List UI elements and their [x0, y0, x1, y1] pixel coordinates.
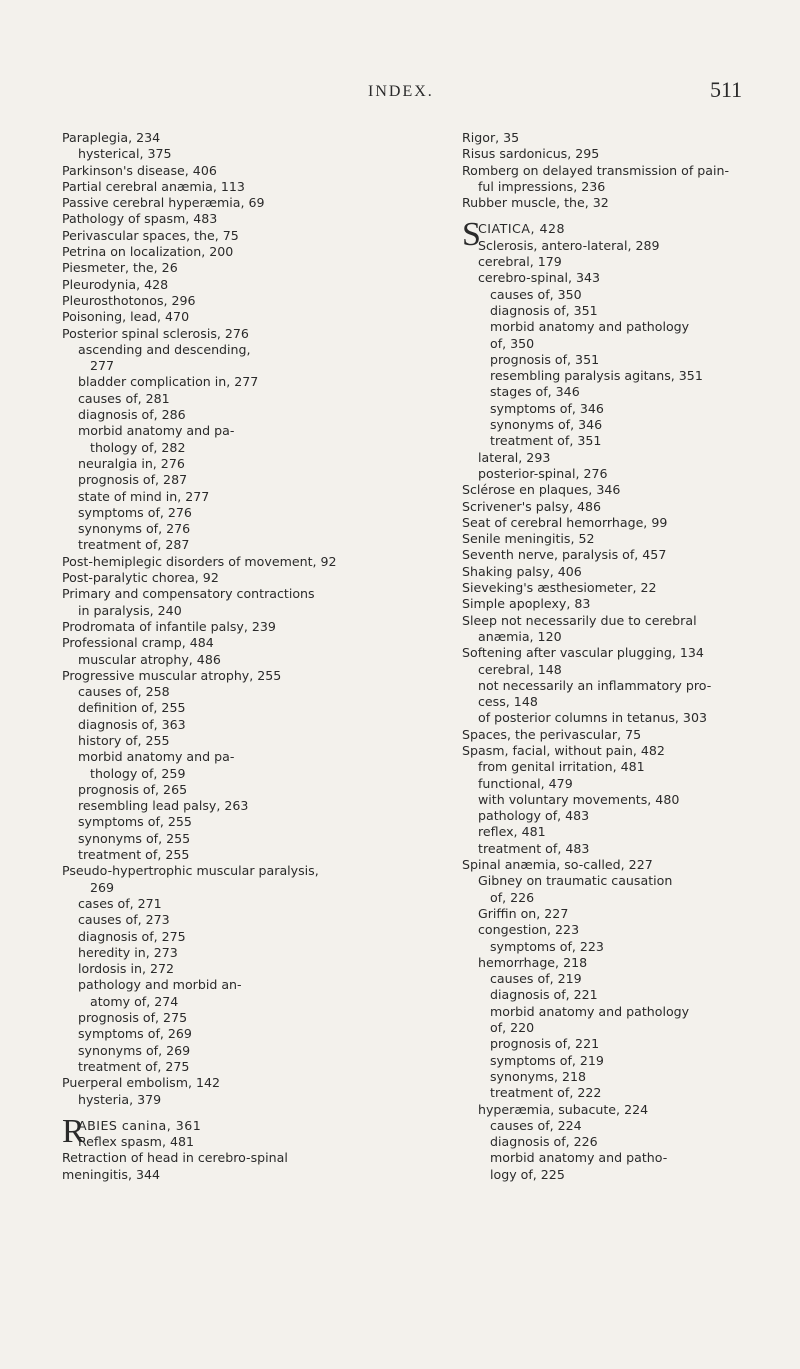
index-entry: Pleurodynia, 428 — [62, 276, 169, 292]
index-subentry: prognosis of, 221 — [490, 1036, 600, 1052]
index-subentry: functional, 479 — [478, 775, 573, 791]
page-number: 511 — [710, 77, 743, 102]
index-subentry: with voluntary movements, 480 — [478, 791, 680, 807]
index-entry: Seat of cerebral hemorrhage, 99 — [462, 514, 668, 530]
index-subentry: causes of, 219 — [490, 971, 582, 987]
index-subentry: Griffin on, 227 — [478, 905, 569, 921]
index-subentry: prognosis of, 275 — [78, 1010, 188, 1026]
index-subentry: of, 350 — [490, 335, 535, 351]
index-subentry: causes of, 281 — [78, 390, 170, 406]
index-subentry: causes of, 273 — [78, 912, 170, 928]
index-subentry: Sclerosis, antero-lateral, 289 — [478, 237, 660, 253]
index-subentry: lateral, 293 — [478, 449, 551, 465]
index-entry-text: ABIES canina, 361 — [78, 1117, 202, 1133]
index-subentry: diagnosis of, 286 — [78, 407, 186, 423]
index-subentry: treatment of, 351 — [490, 433, 602, 449]
index-subentry: neuralgia in, 276 — [78, 455, 185, 471]
index-subentry: symptoms of, 219 — [490, 1052, 604, 1068]
index-entry: Sleep not necessarily due to cerebral — [462, 612, 697, 628]
index-entry: Sieveking's æsthesiometer, 22 — [462, 580, 657, 596]
index-subentry: prognosis of, 287 — [78, 472, 188, 488]
index-subentry: from genital irritation, 481 — [478, 759, 645, 775]
index-entry: Petrina on localization, 200 — [62, 244, 234, 260]
index-entry: Retraction of head in cerebro-spinal — [62, 1150, 288, 1166]
index-subentry: diagnosis of, 351 — [490, 302, 598, 318]
index-entry: Rubber muscle, the, 32 — [462, 195, 609, 211]
index-subentry: of, 226 — [490, 889, 535, 905]
index-entry: Post-hemiplegic disorders of movement, 92 — [62, 553, 337, 569]
index-subentry: causes of, 350 — [490, 286, 582, 302]
index-subentry: cases of, 271 — [78, 895, 162, 911]
index-subentry: cess, 148 — [478, 694, 538, 710]
index-entry: Poisoning, lead, 470 — [62, 309, 190, 325]
index-subentry: Gibney on traumatic causation — [478, 873, 673, 889]
index-subentry: diagnosis of, 275 — [78, 928, 186, 944]
index-subentry: congestion, 223 — [478, 922, 580, 938]
index-entry: meningitis, 344 — [62, 1166, 161, 1182]
index-entry: Pseudo-hypertrophic muscular paralysis, — [62, 863, 319, 879]
index-entry: Paraplegia, 234 — [62, 130, 161, 145]
index-subentry: history of, 255 — [78, 732, 170, 748]
index-entry: Pleurosthotonos, 296 — [62, 292, 196, 308]
index-subentry: cerebro-spinal, 343 — [478, 270, 600, 286]
index-entry: Rigor, 35 — [462, 130, 520, 145]
index-entry: Romberg on delayed transmission of pain- — [462, 162, 730, 178]
index-subentry: thology of, 259 — [90, 765, 186, 781]
index-subentry: morbid anatomy and pa- — [78, 749, 235, 765]
index-subentry: symptoms of, 269 — [78, 1026, 192, 1042]
index-entry: Risus sardonicus, 295 — [462, 146, 600, 162]
index-entry: Scrivener's palsy, 486 — [462, 498, 601, 514]
index-entry: Sclérose en plaques, 346 — [462, 482, 621, 498]
index-subentry: symptoms of, 223 — [490, 938, 604, 954]
index-subentry: cerebral, 148 — [478, 661, 562, 677]
index-subentry: cerebral, 179 — [478, 254, 562, 270]
index-subentry: ful impressions, 236 — [478, 178, 606, 194]
index-entry: Piesmeter, the, 26 — [62, 260, 178, 276]
index-entry: Softening after vascular plugging, 134 — [462, 645, 704, 661]
index-entry: Spinal anæmia, so-called, 227 — [462, 857, 653, 873]
index-entry: Progressive muscular atrophy, 255 — [62, 667, 282, 683]
index-subentry: symptoms of, 255 — [78, 814, 192, 830]
index-subentry: of posterior columns in tetanus, 303 — [478, 710, 707, 726]
index-entry: Spaces, the perivascular, 75 — [462, 726, 642, 742]
index-subentry: morbid anatomy and patho- — [490, 1150, 668, 1166]
index-entry: Spasm, facial, without pain, 482 — [462, 742, 665, 758]
index-subentry: of, 220 — [490, 1020, 535, 1036]
index-subentry: in paralysis, 240 — [78, 602, 182, 618]
index-subentry: muscular atrophy, 486 — [78, 651, 221, 667]
index-entry: Seventh nerve, paralysis of, 457 — [462, 547, 667, 563]
index-subentry: thology of, 282 — [90, 439, 186, 455]
index-subentry: causes of, 258 — [78, 684, 170, 700]
index-subentry: lordosis in, 272 — [78, 961, 175, 977]
index-subentry: 269 — [90, 879, 115, 895]
index-subentry: logy of, 225 — [490, 1166, 565, 1182]
drop-cap-letter: S — [462, 216, 481, 254]
index-subentry: 277 — [90, 358, 115, 374]
index-subentry: hyperæmia, subacute, 224 — [478, 1101, 649, 1117]
index-subentry: hysteria, 379 — [78, 1091, 162, 1107]
index-subentry: synonyms of, 346 — [490, 417, 603, 433]
index-subentry: morbid anatomy and pa- — [78, 423, 235, 439]
drop-cap-letter: R — [62, 1112, 85, 1150]
index-subentry: treatment of, 483 — [478, 840, 590, 856]
section-gap — [462, 211, 792, 221]
index-subentry: symptoms of, 346 — [490, 400, 604, 416]
index-subentry: treatment of, 275 — [78, 1058, 190, 1074]
index-subentry: morbid anatomy and pathology — [490, 1003, 690, 1019]
index-entry: Posterior spinal sclerosis, 276 — [62, 325, 249, 341]
index-subentry: ascending and descending, — [78, 341, 251, 357]
index-subentry: reflex, 481 — [478, 824, 546, 840]
index-subentry: posterior-spinal, 276 — [478, 465, 608, 481]
running-title: INDEX. — [368, 83, 434, 100]
index-entry: Post-paralytic chorea, 92 — [62, 570, 219, 586]
index-entry-text: CIATICA, 428 — [478, 221, 566, 237]
index-subentry: resembling paralysis agitans, 351 — [490, 368, 703, 384]
index-subentry: morbid anatomy and pathology — [490, 319, 690, 335]
index-subentry: bladder complication in, 277 — [78, 374, 259, 390]
index-entry: Simple apoplexy, 83 — [462, 596, 591, 612]
index-subentry: synonyms of, 269 — [78, 1042, 191, 1058]
page-header — [0, 77, 800, 107]
index-entry: Prodromata of infantile palsy, 239 — [62, 618, 276, 634]
index-entry: Senile meningitis, 52 — [462, 531, 595, 547]
index-entry: Parkinson's disease, 406 — [62, 162, 217, 178]
index-subentry: hemorrhage, 218 — [478, 954, 588, 970]
index-subentry: not necessarily an inflammatory pro- — [478, 677, 712, 693]
index-subentry: resembling lead palsy, 263 — [78, 798, 249, 814]
index-subentry: synonyms, 218 — [490, 1068, 587, 1084]
index-entry: Partial cerebral anæmia, 113 — [62, 178, 245, 194]
index-subentry: definition of, 255 — [78, 700, 186, 716]
index-column-right — [462, 130, 792, 1183]
index-subentry: diagnosis of, 226 — [490, 1134, 598, 1150]
index-subentry: state of mind in, 277 — [78, 488, 210, 504]
index-entry: Puerperal embolism, 142 — [62, 1075, 221, 1091]
index-column-left — [62, 130, 392, 1183]
index-subentry: treatment of, 255 — [78, 847, 190, 863]
index-entry: Shaking palsy, 406 — [462, 563, 582, 579]
index-entry: Professional cramp, 484 — [62, 635, 214, 651]
index-subentry: pathology and morbid an- — [78, 977, 242, 993]
index-subentry: treatment of, 287 — [78, 537, 190, 553]
index-subentry: treatment of, 222 — [490, 1085, 602, 1101]
index-subentry: hysterical, 375 — [78, 146, 172, 162]
index-entry: Pathology of spasm, 483 — [62, 211, 218, 227]
index-subentry: diagnosis of, 363 — [78, 716, 186, 732]
index-subentry: prognosis of, 265 — [78, 781, 188, 797]
index-subentry: stages of, 346 — [490, 384, 580, 400]
index-subentry: causes of, 224 — [490, 1117, 582, 1133]
index-entry: Passive cerebral hyperæmia, 69 — [62, 195, 265, 211]
index-subentry: symptoms of, 276 — [78, 504, 192, 520]
index-subentry: prognosis of, 351 — [490, 351, 600, 367]
index-subentry: synonyms of, 255 — [78, 830, 191, 846]
index-subentry: Reflex spasm, 481 — [78, 1134, 194, 1150]
index-subentry: anæmia, 120 — [478, 628, 562, 644]
index-subentry: synonyms of, 276 — [78, 521, 191, 537]
index-entry: Primary and compensatory contractions — [62, 586, 315, 602]
index-subentry: atomy of, 274 — [90, 993, 179, 1009]
section-gap — [62, 1108, 392, 1118]
index-subentry: heredity in, 273 — [78, 944, 178, 960]
index-entry: Perivascular spaces, the, 75 — [62, 227, 239, 243]
index-subentry: diagnosis of, 221 — [490, 987, 598, 1003]
index-subentry: pathology of, 483 — [478, 808, 590, 824]
